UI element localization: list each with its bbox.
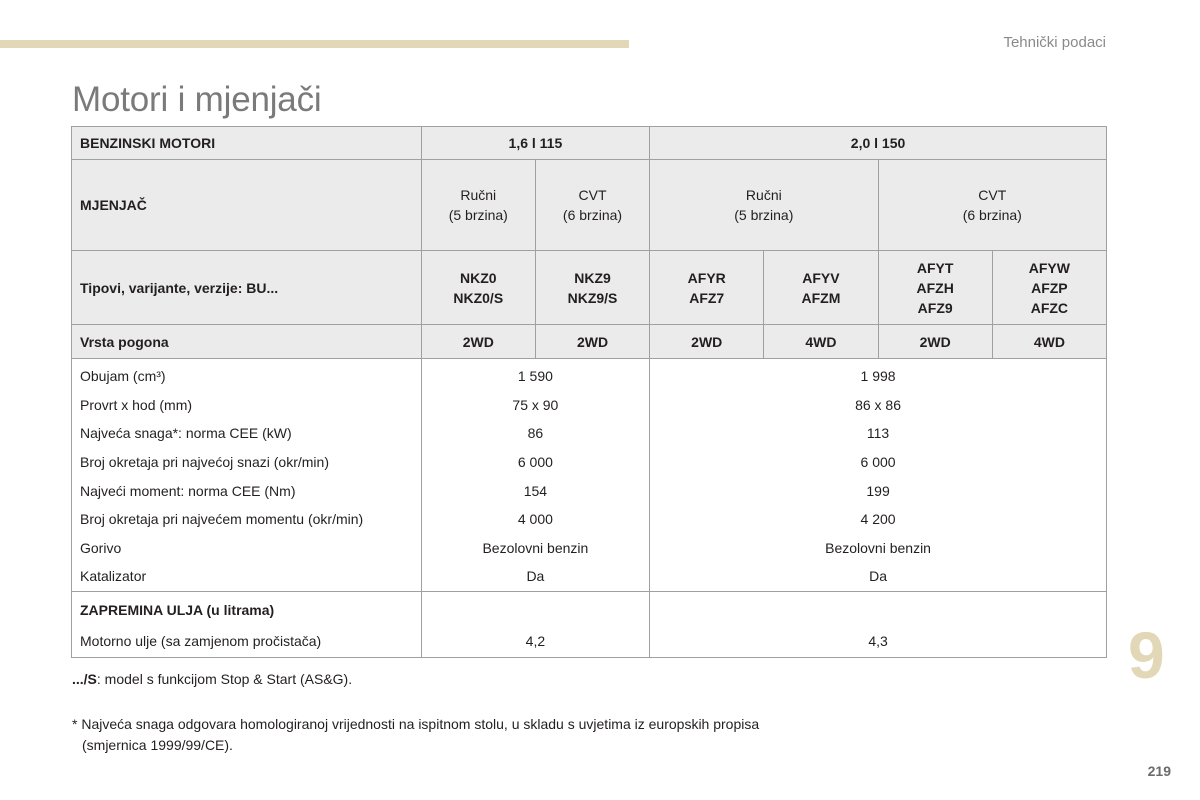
gearbox-cell: CVT (6 brzina) — [878, 160, 1106, 251]
engine-1-value: 1 590 — [421, 359, 649, 391]
drive-label: Vrsta pogona — [72, 325, 422, 359]
engine-2-value: Bezolovni benzin — [650, 534, 1107, 563]
table-row — [72, 476, 1107, 505]
table-row-gearbox — [72, 160, 1107, 251]
engine-spec-table — [71, 126, 1107, 658]
row-label: Broj okretaja pri najvećem momentu (okr/min) — [72, 505, 422, 534]
type-cell: NKZ9 NKZ9/S — [535, 251, 649, 325]
drive-cell: 2WD — [878, 325, 992, 359]
engine-2-value: 86 x 86 — [650, 391, 1107, 420]
engine-2-heading: 2,0 l 150 — [650, 127, 1107, 160]
stop-start-note: .../S: model s funkcijom Stop & Start (AS&G). — [72, 671, 353, 687]
table-row — [72, 562, 1107, 591]
page-title: Motori i mjenjači — [72, 80, 322, 119]
engine-1-value: 4 000 — [421, 505, 649, 534]
engine-2-value: Da — [650, 562, 1107, 591]
row-label: Najveća snaga*: norma CEE (kW) — [72, 419, 422, 448]
table-row — [72, 359, 1107, 391]
row-label: Gorivo — [72, 534, 422, 563]
table-row — [72, 505, 1107, 534]
table-row-drive — [72, 325, 1107, 359]
engine-2-value: 4 200 — [650, 505, 1107, 534]
engine-1-value: Da — [421, 562, 649, 591]
type-cell: AFYV AFZM — [764, 251, 878, 325]
engine-1-value: 86 — [421, 419, 649, 448]
engine-2-value: 1 998 — [650, 359, 1107, 391]
top-accent-bar — [0, 40, 629, 48]
drive-cell: 2WD — [421, 325, 535, 359]
empty-cell — [421, 591, 649, 626]
engine-1-value: 6 000 — [421, 448, 649, 477]
engine-1-value: 154 — [421, 476, 649, 505]
row-label: Motorno ulje (sa zamjenom pročistača) — [72, 626, 422, 658]
chapter-number: 9 — [1128, 618, 1165, 692]
engine-1-value: 75 x 90 — [421, 391, 649, 420]
engine-2-value: 6 000 — [650, 448, 1107, 477]
table-row — [72, 534, 1107, 563]
engine-1-value: 4,2 — [421, 626, 649, 658]
oil-capacity-label: ZAPREMINA ULJA (u litrama) — [72, 591, 422, 626]
table-row — [72, 448, 1107, 477]
engines-label: BENZINSKI MOTORI — [72, 127, 422, 160]
drive-cell: 2WD — [650, 325, 764, 359]
type-cell: AFYW AFZP AFZC — [992, 251, 1106, 325]
row-label: Katalizator — [72, 562, 422, 591]
section-label: Tehnički podaci — [1003, 34, 1106, 51]
row-label: Broj okretaja pri najvećoj snazi (okr/min) — [72, 448, 422, 477]
type-cell: AFYR AFZ7 — [650, 251, 764, 325]
types-label: Tipovi, varijante, verzije: BU... — [72, 251, 422, 325]
table-header-engines — [72, 127, 1107, 160]
drive-cell: 4WD — [764, 325, 878, 359]
engine-2-value: 199 — [650, 476, 1107, 505]
gearbox-cell: Ručni (5 brzina) — [650, 160, 878, 251]
engine-1-heading: 1,6 l 115 — [421, 127, 649, 160]
page-number: 219 — [1147, 763, 1171, 779]
engine-1-value: Bezolovni benzin — [421, 534, 649, 563]
engine-2-value: 113 — [650, 419, 1107, 448]
drive-cell: 4WD — [992, 325, 1106, 359]
gearbox-label: MJENJAČ — [72, 160, 422, 251]
type-cell: AFYT AFZH AFZ9 — [878, 251, 992, 325]
engine-2-value: 4,3 — [650, 626, 1107, 658]
row-label: Najveći moment: norma CEE (Nm) — [72, 476, 422, 505]
gearbox-cell: Ručni (5 brzina) — [421, 160, 535, 251]
empty-cell — [650, 591, 1107, 626]
row-label: Provrt x hod (mm) — [72, 391, 422, 420]
power-footnote: * Najveća snaga odgovara homologiranoj vrijednosti na ispitnom stolu, u skladu s uvjetima iz europskih propisa (smjernica 1999/99/CE). — [72, 716, 760, 753]
type-cell: NKZ0 NKZ0/S — [421, 251, 535, 325]
drive-cell: 2WD — [535, 325, 649, 359]
gearbox-cell: CVT (6 brzina) — [535, 160, 649, 251]
row-label: Obujam (cm³) — [72, 359, 422, 391]
table-row-types — [72, 251, 1107, 325]
table-row-oil — [72, 626, 1107, 658]
table-row-oil-heading — [72, 591, 1107, 626]
table-row — [72, 391, 1107, 420]
table-row — [72, 419, 1107, 448]
